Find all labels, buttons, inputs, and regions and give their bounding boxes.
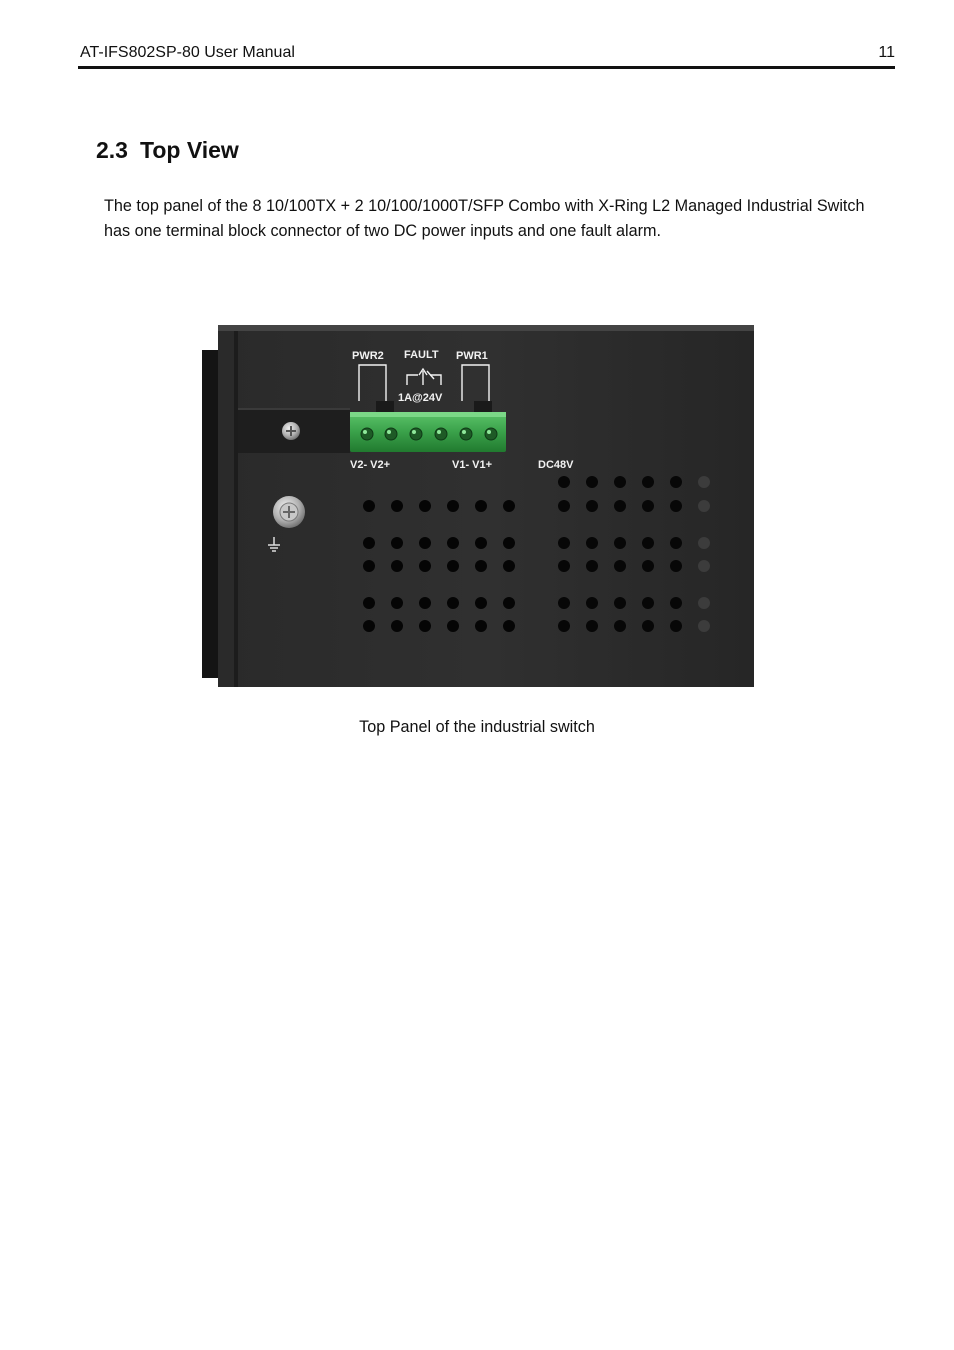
vent-hole bbox=[503, 620, 515, 632]
vent-hole bbox=[419, 620, 431, 632]
vent-hole bbox=[614, 620, 626, 632]
vent-hole bbox=[586, 560, 598, 572]
figure-caption bbox=[0, 718, 954, 737]
vent-hole bbox=[475, 500, 487, 512]
vent-hole bbox=[391, 560, 403, 572]
vent-hole bbox=[586, 500, 598, 512]
vent-hole bbox=[447, 560, 459, 572]
vent-hole bbox=[391, 620, 403, 632]
vent-hole bbox=[447, 597, 459, 609]
vent-hole bbox=[614, 597, 626, 609]
vent-hole bbox=[698, 476, 710, 488]
v2-label: V2- V2+ bbox=[350, 459, 391, 471]
vent-hole bbox=[363, 560, 375, 572]
pwr2-label: PWR2 bbox=[352, 350, 384, 362]
vent-hole bbox=[670, 476, 682, 488]
vent-hole bbox=[698, 597, 710, 609]
vent-hole bbox=[698, 537, 710, 549]
vent-hole bbox=[391, 537, 403, 549]
vent-hole bbox=[363, 500, 375, 512]
vent-hole bbox=[475, 560, 487, 572]
vent-hole bbox=[586, 597, 598, 609]
vent-hole bbox=[391, 597, 403, 609]
dc-label: DC48V bbox=[538, 459, 574, 471]
vent-hole bbox=[698, 500, 710, 512]
vent-hole bbox=[614, 500, 626, 512]
vent-hole bbox=[670, 500, 682, 512]
vent-hole bbox=[670, 620, 682, 632]
vent-hole bbox=[614, 476, 626, 488]
vent-hole bbox=[670, 597, 682, 609]
section-title: Top View bbox=[139, 137, 239, 163]
vent-hole bbox=[642, 476, 654, 488]
vent-hole bbox=[447, 537, 459, 549]
vent-hole bbox=[503, 560, 515, 572]
page-number: 11 bbox=[878, 44, 895, 61]
body-paragraph: The top panel of the 8 10/100TX + 2 10/100/1000T/SFP Combo with X-Ring L2 Managed Industrial Switch has one terminal block connector of two DC power inputs and one fault alarm. bbox=[104, 197, 865, 240]
vent-hole bbox=[642, 500, 654, 512]
vent-hole bbox=[475, 537, 487, 549]
vent-hole bbox=[558, 560, 570, 572]
vent-hole bbox=[363, 597, 375, 609]
pwr1-label: PWR1 bbox=[456, 350, 488, 362]
rating-label: 1A@24V bbox=[398, 392, 443, 404]
vent-hole bbox=[558, 500, 570, 512]
vent-hole bbox=[447, 500, 459, 512]
vent-hole bbox=[586, 476, 598, 488]
figure-caption-text: Top Panel of the industrial switch bbox=[359, 718, 595, 736]
vent-hole bbox=[475, 620, 487, 632]
v1-label: V1- V1+ bbox=[452, 459, 493, 471]
vent-hole bbox=[642, 597, 654, 609]
vent-hole bbox=[558, 597, 570, 609]
vent-hole bbox=[586, 537, 598, 549]
section-heading bbox=[96, 137, 239, 164]
vent-hole bbox=[642, 537, 654, 549]
vent-hole bbox=[670, 560, 682, 572]
vent-hole bbox=[447, 620, 459, 632]
vent-hole bbox=[475, 597, 487, 609]
vent-hole bbox=[586, 620, 598, 632]
header-rule bbox=[78, 66, 895, 69]
vent-hole bbox=[558, 537, 570, 549]
vent-hole bbox=[698, 560, 710, 572]
vent-hole bbox=[419, 537, 431, 549]
page-header bbox=[80, 44, 895, 66]
vent-hole bbox=[419, 560, 431, 572]
vent-hole bbox=[391, 500, 403, 512]
vent-hole bbox=[419, 597, 431, 609]
vent-hole bbox=[503, 597, 515, 609]
section-number: 2.3 bbox=[96, 137, 128, 163]
vent-hole bbox=[642, 620, 654, 632]
vent-hole bbox=[503, 500, 515, 512]
vent-hole bbox=[670, 537, 682, 549]
vent-hole bbox=[642, 560, 654, 572]
vent-hole bbox=[363, 537, 375, 549]
manual-title: AT-IFS802SP-80 User Manual bbox=[80, 44, 295, 61]
vent-hole bbox=[363, 620, 375, 632]
vent-hole bbox=[503, 537, 515, 549]
top-panel-photo bbox=[198, 323, 756, 691]
vent-hole bbox=[419, 500, 431, 512]
vent-hole bbox=[614, 537, 626, 549]
fault-label: FAULT bbox=[404, 349, 439, 361]
vent-hole bbox=[698, 620, 710, 632]
vent-hole bbox=[614, 560, 626, 572]
vent-hole bbox=[558, 476, 570, 488]
vent-hole bbox=[558, 620, 570, 632]
